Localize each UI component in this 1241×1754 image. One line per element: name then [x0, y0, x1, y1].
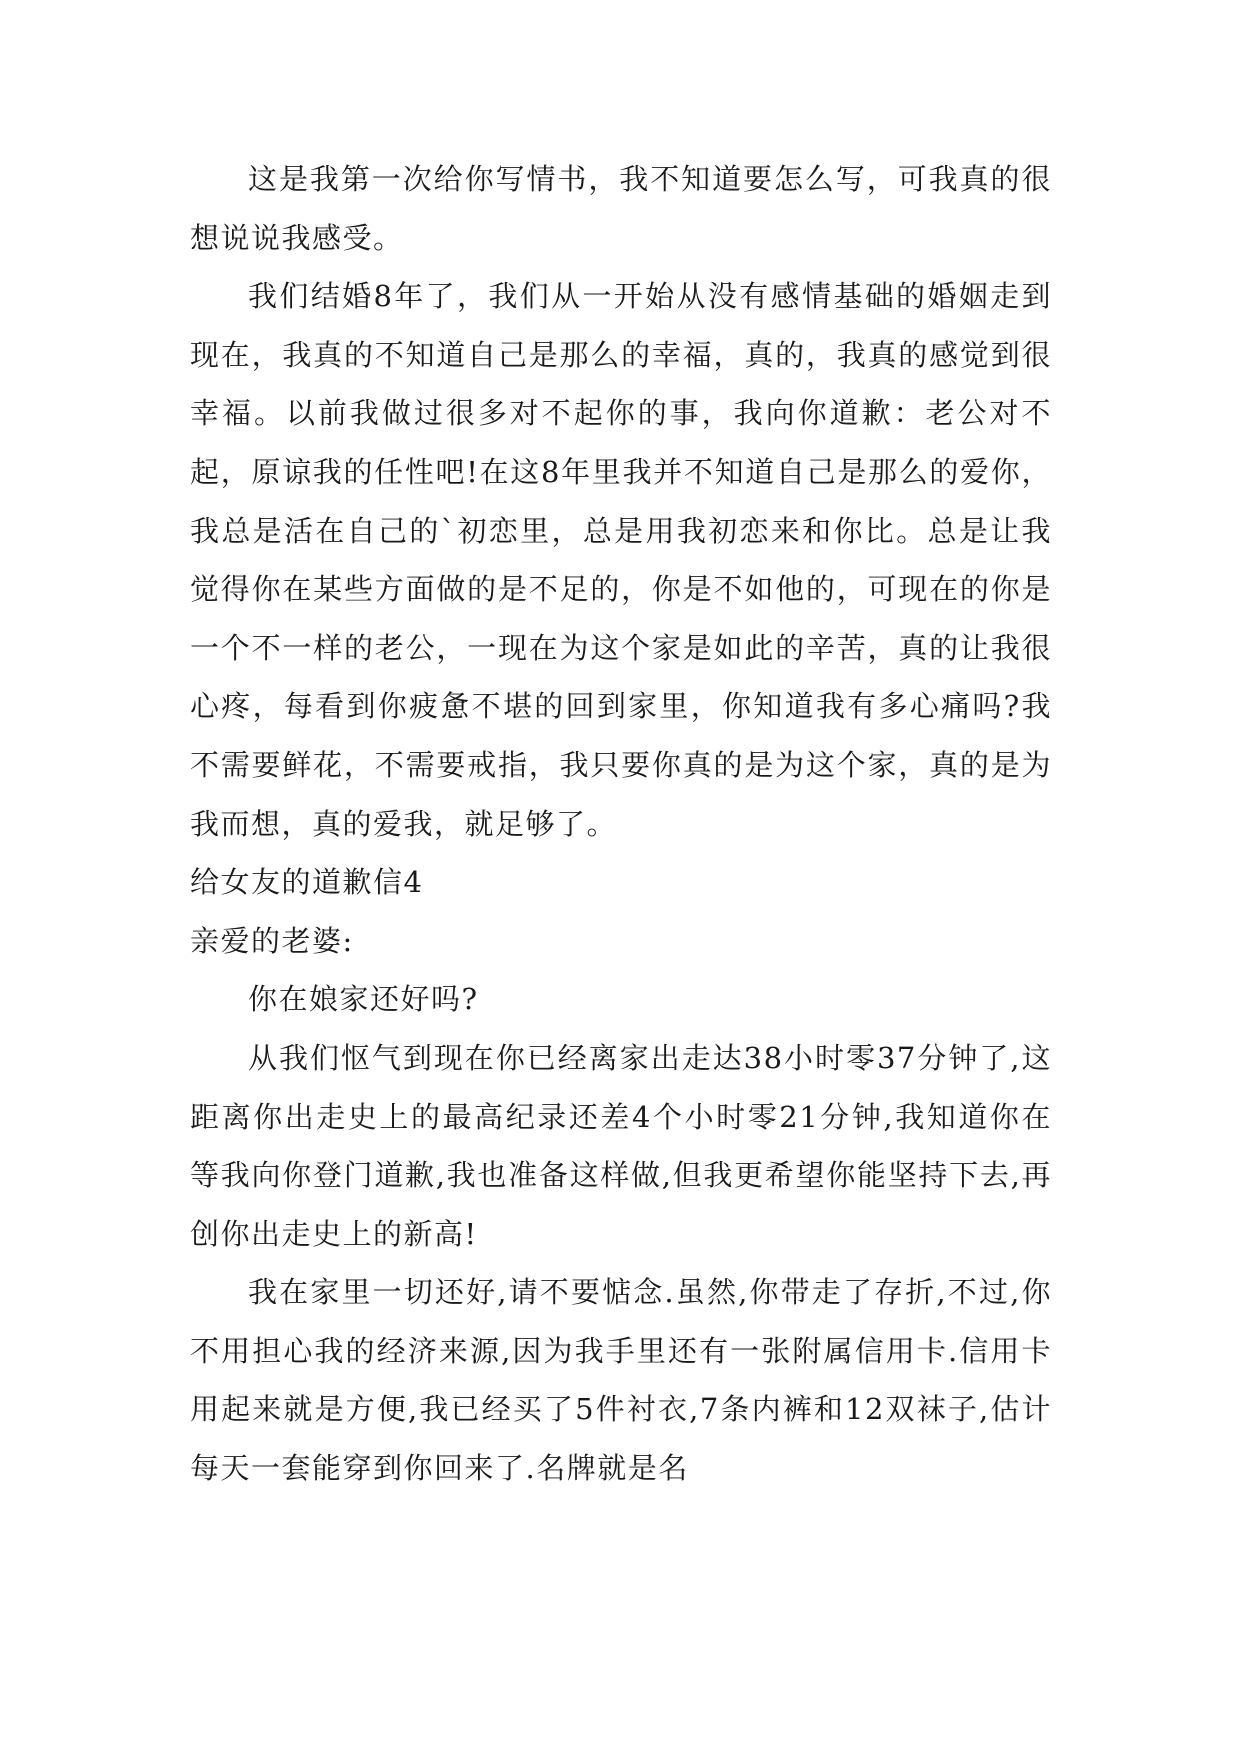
letter-paragraph-1: 你在娘家还好吗?: [248, 982, 479, 1017]
body-paragraph-1: 这是我第一次给你写情书，我不知道要怎么写，可我真的很想说说我感受。: [190, 162, 1052, 255]
letter-paragraph-3: 我在家里一切还好,请不要惦念.虽然,你带走了存折,不过,你不用担心我的经济来源,因为我手里还有一张附属信用卡.信用卡用起来就是方便,我已经买了5件衬衣,7条内裤和12双袜子,估计每天一套能穿到你回来了.名牌就是名: [190, 1275, 1052, 1486]
section-heading: 给女友的道歉信4: [190, 865, 424, 900]
body-paragraph-2: 我们结婚8年了，我们从一开始从没有感情基础的婚姻走到现在，我真的不知道自己是那么的幸福，真的，我真的感觉到很幸福。以前我做过很多对不起你的事，我向你道歉：老公对不起，原谅我的任性吧!在这8年里我并不知道自己是那么的爱你，我总是活在自己的`初恋里，总是用我初恋来和你比。总是让我觉得你在某些方面做的是不足的，你是不如他的，可现在的你是一个不一样的老公，一现在为这个家是如此的辛苦，真的让我很心疼，每看到你疲惫不堪的回到家里，你知道我有多心痛吗?我不需要鲜花，不需要戒指，我只要你真的是为这个家，真的是为我而想，真的爱我，就足够了。: [190, 279, 1052, 841]
document-body: [190, 150, 1052, 1498]
letter-salutation: 亲爱的老婆:: [190, 923, 354, 958]
letter-paragraph-2: 从我们怄气到现在你已经离家出走达38小时零37分钟了,这距离你出走史上的最高纪录还差4个小时零21分钟,我知道你在等我向你登门道歉,我也准备这样做,但我更希望你能坚持下去,再创你出走史上的新高!: [190, 1040, 1052, 1251]
